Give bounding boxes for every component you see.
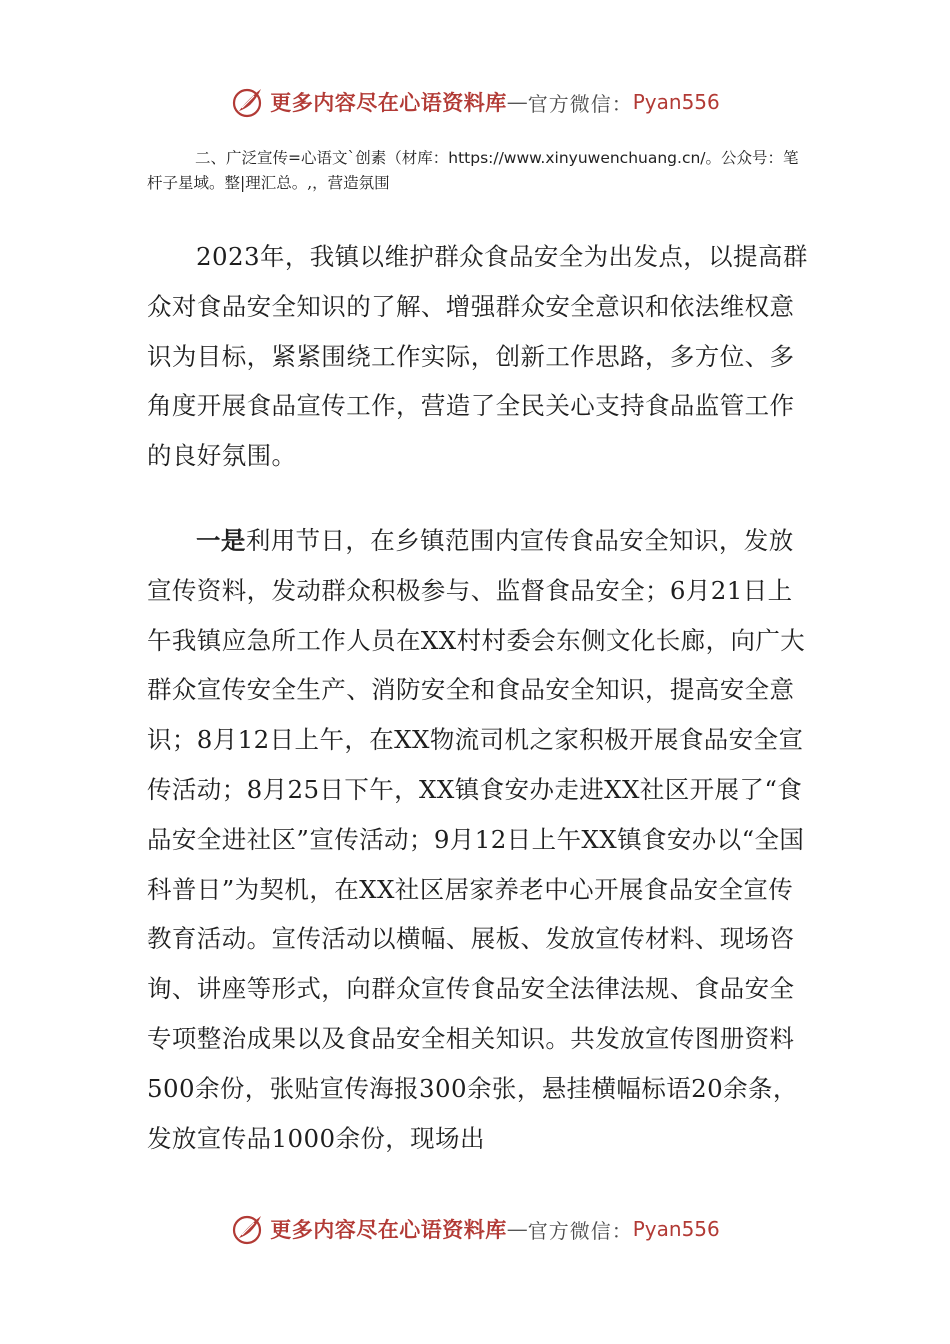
paragraph-lead: 一是 [196,526,246,555]
header-banner [0,80,950,124]
heading-url: https://www.xinyuwenchuang.cn/ [448,149,706,167]
wechat-label: 官方微信： [527,1218,633,1243]
site-name: 更多内容尽在心语资料库 [270,1217,507,1242]
paragraph-text: 2023年，我镇以维护群众食品安全为出发点，以提高群众对食品安全知识的了解、增强群众安全意识和依法维权意识为目标，紧紧围绕工作实际，创新工作思路，多方位、多角度开展食品宣传工作，营造了全民关心支持食品监管工作的良好氛围。 [147,242,808,471]
quill-pen-logo-icon [230,84,266,120]
heading-suffix: 。公众号：笔杆子星域。整|理汇总。,，营造氛围 [147,149,799,192]
site-name: 更多内容尽在心语资料库 [270,90,507,115]
footer-banner [0,1207,950,1251]
paragraph-text: 利用节日，在乡镇范围内宣传食品安全知识，发放宣传资料，发动群众积极参与、监督食品安全；6月21日上午我镇应急所工作人员在XX村村委会东侧文化长廊，向广大群众宣传安全生产、消防安全和食品安全知识，提高安全意识；8月12日上午，在XX物流司机之家积极开展食品安全宣传活动；8月25日下午，XX镇食安办走进XX社区开展了“食品安全进社区”宣传活动；9月12日上午XX镇食安办以“全国科普日”为契机，在XX社区居家养老中心开展食品安全宣传教育活动。宣传活动以横幅、展板、发放宣传材料、现场咨询、讲座等形式，向群众宣传食品安全法律法规、食品安全专项整治成果以及食品安全相关知识。共发放宣传图册资料500余份，张贴宣传海报300余张，悬挂横幅标语20余条，发放宣传品1000余份，现场出 [147,526,806,1153]
quill-pen-logo-icon [230,1211,266,1247]
wechat-id: Pyan556 [632,1217,720,1241]
banner-separator: — [506,1217,528,1241]
wechat-label: 官方微信： [527,91,633,116]
banner-separator: — [506,90,528,114]
paragraph-intro [147,232,817,481]
heading-prefix: 二、广泛宣传=心语文`创素（材库： [195,149,449,167]
wechat-id: Pyan556 [632,90,720,114]
paragraph-first-point [147,516,817,1163]
section-heading [147,146,807,196]
